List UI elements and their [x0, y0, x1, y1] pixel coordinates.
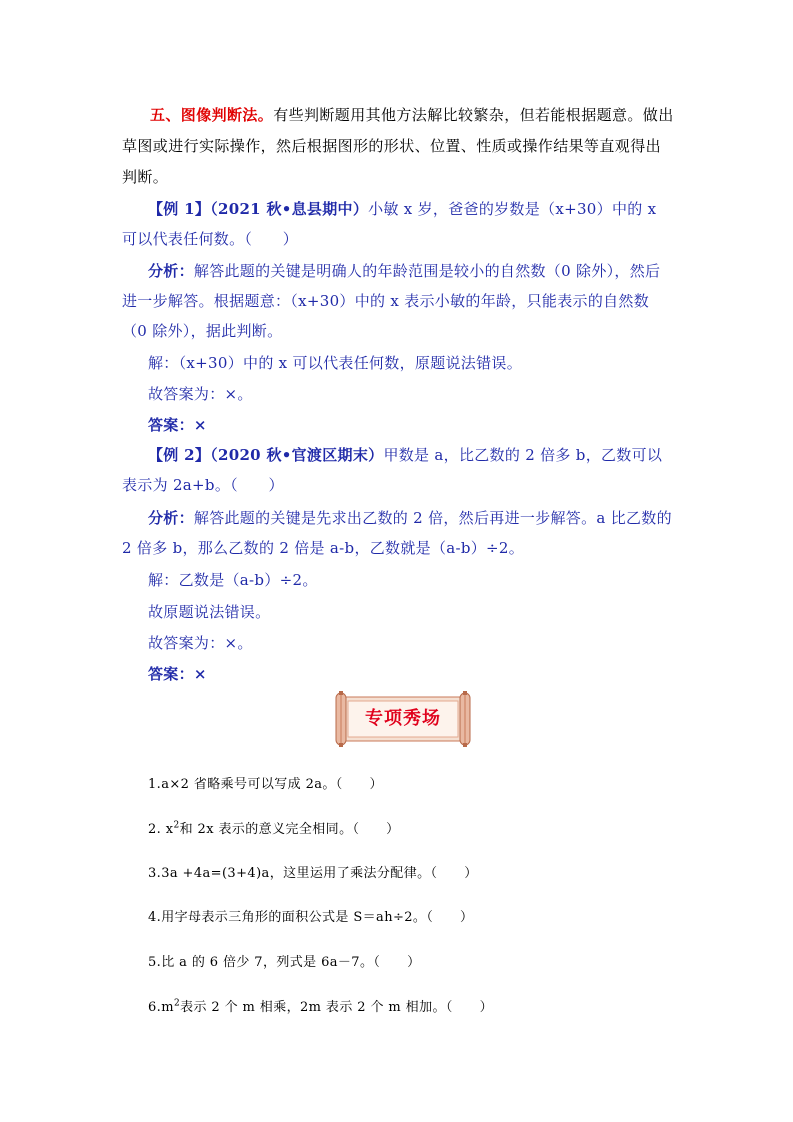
example1-answer: 答案：×: [148, 416, 207, 434]
section-heading: 五、图像判断法。: [150, 106, 274, 124]
example2-note: 故原题说法错误。: [148, 603, 271, 621]
example2-solution: 解：乙数是（a-b）÷2。: [148, 571, 318, 589]
exercise-item: [148, 996, 493, 1015]
intro-text: 有些判断题用其他方法解比较繁杂，但若能根据题意。做出草图或进行实际操作，然后根据图形的形状、位置、性质或操作结果等直观得出判断。: [122, 106, 674, 186]
exercise-text: 2. x: [148, 822, 174, 837]
example2-source: （2020 秋•官渡区期末）: [210, 446, 384, 464]
exercise-superscript: 2: [173, 820, 180, 831]
exercise-text: 和 2x 表示的意义完全相同。（ ）: [179, 822, 400, 837]
example2-analysis-text: 解答此题的关键是先求出乙数的 2 倍，然后再进一步解答。a 比乙数的 2 倍多 b，那么乙数的 2 倍是 a-b，乙数就是（a-b）÷2。: [122, 509, 672, 557]
exercise-text: 3.3a +4a=(3+4)a，这里运用了乘法分配律。（ ）: [148, 866, 478, 881]
example1-conclusion: 故答案为：×。: [148, 385, 253, 403]
exercise-text: 4.用字母表示三角形的面积公式是 S＝ah÷2。（ ）: [148, 910, 474, 925]
exercise-item: [148, 773, 383, 792]
exercise-item: [148, 951, 420, 970]
example2-question: [122, 440, 674, 500]
example1-question: [122, 194, 674, 254]
example1-question-text: 小敏 x 岁，爸爸的岁数是（x+30）中的 x 可以代表任何数。（ ）: [122, 200, 657, 248]
example1-analysis: [122, 256, 674, 346]
exercise-item: [148, 862, 478, 881]
banner-title: 专项秀场: [365, 708, 441, 729]
exercise-text: 1.a×2 省略乘号可以写成 2a。（ ）: [148, 777, 383, 792]
intro-paragraph: [122, 100, 674, 193]
example2-question-text: 甲数是 a，比乙数的 2 倍多 b，乙数可以表示为 2a+b。（ ）: [122, 446, 663, 494]
exercise-item: [148, 906, 473, 925]
example1-source: （2021 秋•息县期中）: [210, 200, 369, 218]
example2-tag: 【例 2】: [148, 446, 211, 464]
example2-analysis: [122, 503, 674, 563]
example2-analysis-label: 分析：: [148, 509, 194, 527]
example1-solution: 解：（x+30）中的 x 可以代表任何数，原题说法错误。: [148, 354, 523, 372]
example2-conclusion: 故答案为：×。: [148, 634, 253, 652]
exercise-text: 5.比 a 的 6 倍少 7，列式是 6a－7。（ ）: [148, 955, 421, 970]
section-banner: [334, 691, 472, 747]
exercise-text: 表示 2 个 m 相乘，2m 表示 2 个 m 相加。（ ）: [180, 1000, 493, 1015]
example1-tag: 【例 1】: [148, 200, 211, 218]
example1-analysis-text: 解答此题的关键是明确人的年龄范围是较小的自然数（0 除外），然后进一步解答。根据题意：（x+30）中的 x 表示小敏的年龄，只能表示的自然数（0 除外），据此判断。: [122, 262, 661, 340]
exercise-text: 6.m: [148, 1000, 174, 1015]
example1-analysis-label: 分析：: [148, 262, 194, 280]
example2-answer: 答案：×: [148, 665, 207, 683]
exercise-item: [148, 818, 400, 837]
exercise-superscript: 2: [173, 998, 181, 1009]
